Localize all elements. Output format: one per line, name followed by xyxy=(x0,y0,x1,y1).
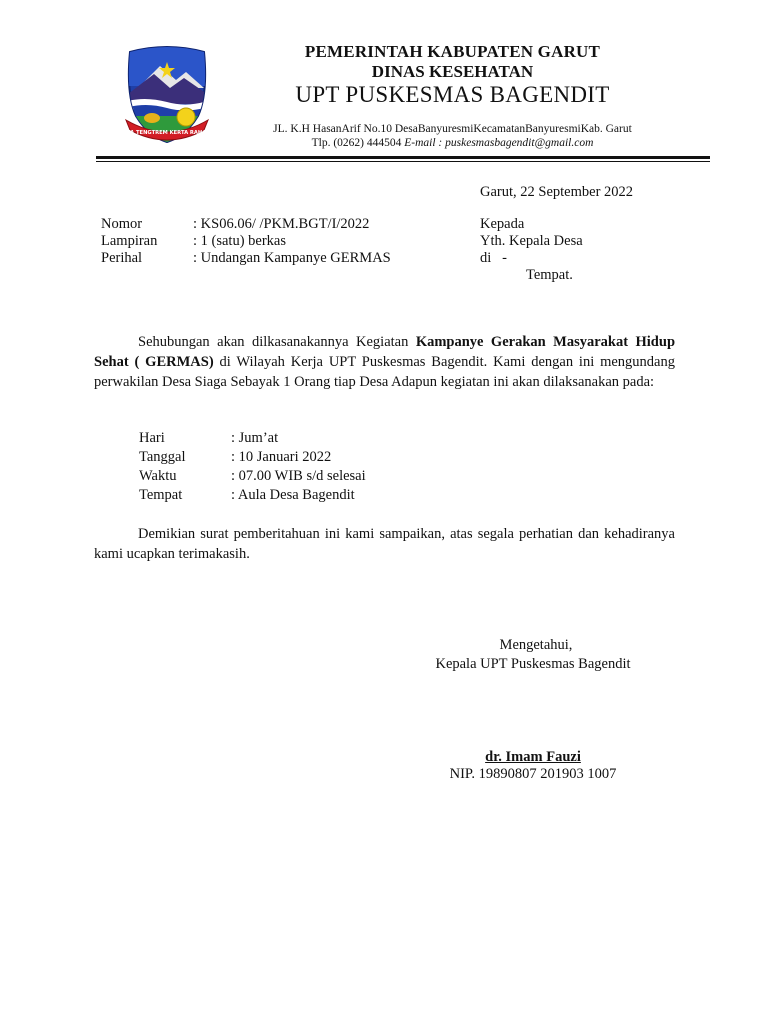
detail-label-waktu: Waktu xyxy=(139,468,177,484)
letterhead-divider-thick xyxy=(96,156,710,159)
kabupaten-garut-logo xyxy=(124,44,210,146)
intro-text-b: di Wilayah Kerja UPT Puskesmas Bagendit. Kami dengan ini mengundang perwakilan Desa Siaga Sebayak 1 Orang tiap Desa Adapun kegiatan ini akan dilaksanakan pada: xyxy=(94,354,675,390)
letterhead-phone: Tlp. (0262) 444504 xyxy=(311,137,402,149)
letterhead-department: DINAS KESEHATAN xyxy=(371,62,534,81)
letterhead-email-label: E-mail : xyxy=(404,137,443,149)
letterhead-institution: UPT PUSKESMAS BAGENDIT xyxy=(295,82,610,107)
recipient-di: di - xyxy=(480,250,507,266)
meta-label-nomor: Nomor xyxy=(101,216,143,232)
signature-name: dr. Imam Fauzi xyxy=(485,749,581,765)
letterhead-contact xyxy=(230,137,675,149)
meta-value-perihal: : Undangan Kampanye GERMAS xyxy=(193,250,391,266)
letterhead-government: PEMERINTAH KABUPATEN GARUT xyxy=(304,42,601,61)
detail-label-tempat: Tempat xyxy=(139,487,183,503)
letterhead-email: puskesmasbagendit@gmail.com xyxy=(445,137,594,149)
detail-value-waktu: : 07.00 WIB s/d selesai xyxy=(231,468,366,484)
recipient-tempat: Tempat. xyxy=(526,267,573,283)
meta-value-nomor: : KS06.06/ /PKM.BGT/I/2022 xyxy=(193,216,370,232)
signature-nip: NIP. 19890807 201903 1007 xyxy=(449,766,617,782)
letterhead-divider-thin xyxy=(96,161,710,162)
detail-value-hari: : Jum’at xyxy=(231,430,279,446)
recipient-title: Yth. Kepala Desa xyxy=(480,233,583,249)
meta-label-lampiran: Lampiran xyxy=(101,233,158,249)
letterhead-address: JL. K.H HasanArif No.10 DesaBanyuresmiKecamatanBanyuresmiKab. Garut xyxy=(273,123,632,135)
signature-acknowledge: Mengetahui, xyxy=(499,637,573,653)
body-paragraph-intro xyxy=(94,332,675,392)
logo-motto-text: TATA TENGTREM KERTA RAHAYU xyxy=(124,130,210,136)
letter-date: Garut, 22 September 2022 xyxy=(480,184,634,200)
detail-value-tempat: : Aula Desa Bagendit xyxy=(231,487,355,503)
recipient-kepada: Kepada xyxy=(480,216,525,232)
intro-text-a: Sehubungan akan dilkasanakannya Kegiatan xyxy=(138,334,416,350)
meta-value-lampiran: : 1 (satu) berkas xyxy=(193,233,287,249)
detail-label-hari: Hari xyxy=(139,430,165,446)
detail-label-tanggal: Tanggal xyxy=(139,449,186,465)
signature-position: Kepala UPT Puskesmas Bagendit xyxy=(435,656,631,672)
body-paragraph-closing: Demikian surat pemberitahuan ini kami sampaikan, atas segala perhatian dan kehadiranya kami ucapkan terimakasih. xyxy=(94,526,675,562)
meta-label-perihal: Perihal xyxy=(101,250,143,266)
detail-value-tanggal: : 10 Januari 2022 xyxy=(231,449,332,465)
intro-text-bold: Kampanye Gerakan Masyarakat Hidup Sehat ( GERMAS) xyxy=(94,334,676,370)
